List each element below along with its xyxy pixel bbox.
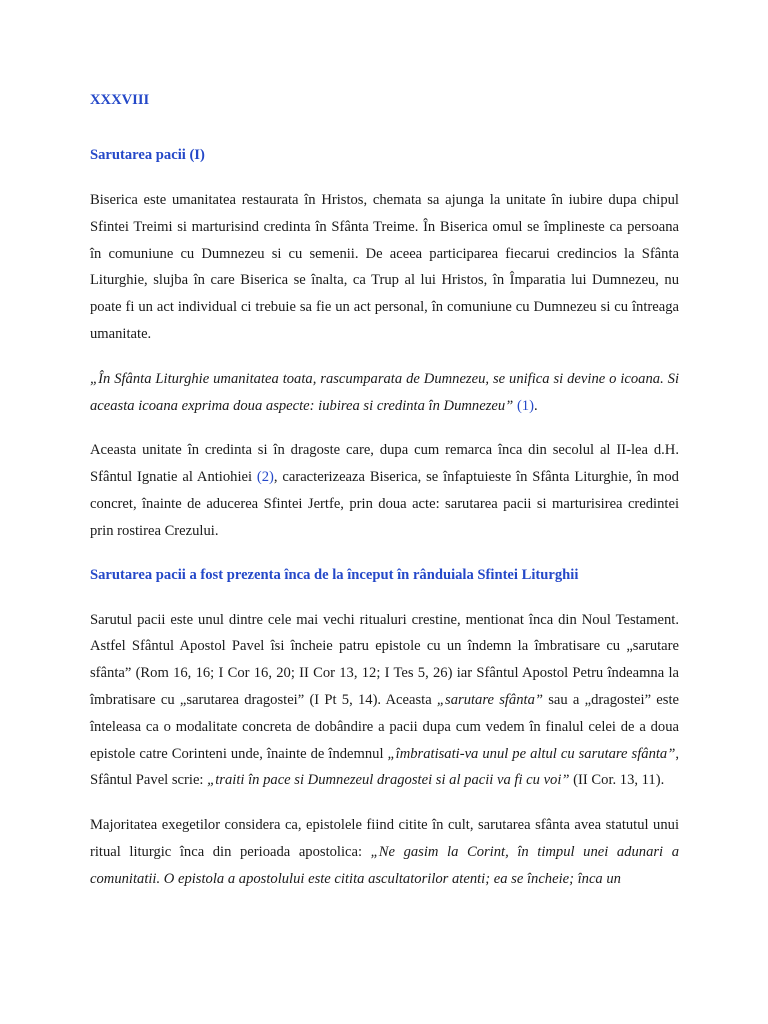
quote-end: .	[533, 397, 538, 414]
footnote-ref-1[interactable]: (1)	[516, 397, 534, 414]
paragraph-4	[90, 812, 679, 892]
quote-text: „În Sfânta Liturghie umanitatea toata, rascumparata de Dumnezeu, se unifica si devine o icoana. Si aceasta icoana exprima doua aspecte: iubirea si credinta în Dumnezeu”	[90, 370, 679, 414]
paragraph-2-text-b: , caracterizeaza Biserica, se înfaptuieste în Sfânta Liturghie, în mod concret, înainte de aducerea Sfintei Jertfe, prin doua acte: sarutarea pacii si marturisirea credintei prin rostirea Crezului.	[90, 469, 679, 539]
paragraph-4-text-a: Majoritatea exegetilor considera ca, epistolele fiind citite în cult, sarutarea sfânta avea statutul unui ritual liturgic înca din perioada apostolica:	[90, 817, 679, 860]
quote-paragraph	[90, 366, 679, 420]
paragraph-3-italic-1: „sarutare sfânta”	[436, 691, 543, 708]
paragraph-3-text-b: sau a „dragostei” este înteleasa ca o modalitate concreta de dobândire a pacii dupa cum vedem în finalul celei de a doua epistole catre Corinteni unde, înainte de îndemnul	[90, 691, 679, 762]
paragraph-3-italic-2: „îmbratisati-va unul pe altul cu sarutare sfânta”	[387, 745, 676, 762]
paragraph-3-text-a: Sarutul pacii este unul dintre cele mai vechi ritualuri crestine, mentionat înca din Noul Testament. Astfel Sfântul Apostol Pavel îsi încheie patru epistole cu un îndemn la îmbratisare cu „sarutare sfânta” (Rom 16, 16; I Cor 16, 20; II Cor 13, 12; I Tes 5, 26) iar Sfântul Apostol Petru îndeamna la îmbratisare cu „sarutarea dragostei” (I Pt 5, 14). Aceasta	[90, 611, 679, 708]
paragraph-3-text-d: (II Cor. 13, 11).	[569, 772, 665, 789]
paragraph-3-text-c: , Sfântul Pavel scrie:	[90, 745, 679, 789]
subheading: Sarutarea pacii a fost prezenta înca de la început în rânduiala Sfintei Liturghii	[90, 566, 579, 583]
paragraph-2-text-a: Aceasta unitate în credinta si în dragoste care, dupa cum remarca înca din secolul al II-lea d.H. Sfântul Ignatie al Antiohiei	[90, 442, 679, 486]
section-title: Sarutarea pacii (I)	[90, 147, 205, 163]
chapter-number: XXXVIII	[90, 92, 150, 108]
footnote-ref-2[interactable]: (2)	[256, 469, 274, 486]
paragraph-1: Biserica este umanitatea restaurata în Hristos, chemata sa ajunga la unitate în iubire dupa chipul Sfintei Treimi si marturisind credinta în Sfânta Treime. În Biserica omul se împlineste ca persoana în comuniune cu Dumnezeu si cu semenii. De aceea participarea fiecarui credincios la Sfânta Liturghie, slujba în care Biserica se înalta, ca Trup al lui Hristos, în Împaratia lui Dumnezeu, nu poate fi un act individual ci trebuie sa fie un act personal, în comuniune cu Dumnezeu si cu întreaga umanitate.	[90, 192, 679, 342]
paragraph-2	[90, 437, 679, 544]
paragraph-4-italic-1: „Ne gasim la Corint, în timpul unei adunari a comunitatii. O epistola a apostolului este citita ascultatorilor atenti; ea se încheie; înca un	[90, 843, 679, 887]
document-page	[90, 88, 679, 911]
paragraph-3-italic-3: „traiti în pace si Dumnezeul dragostei si al pacii va fi cu voi”	[207, 772, 570, 789]
paragraph-3	[90, 607, 679, 795]
